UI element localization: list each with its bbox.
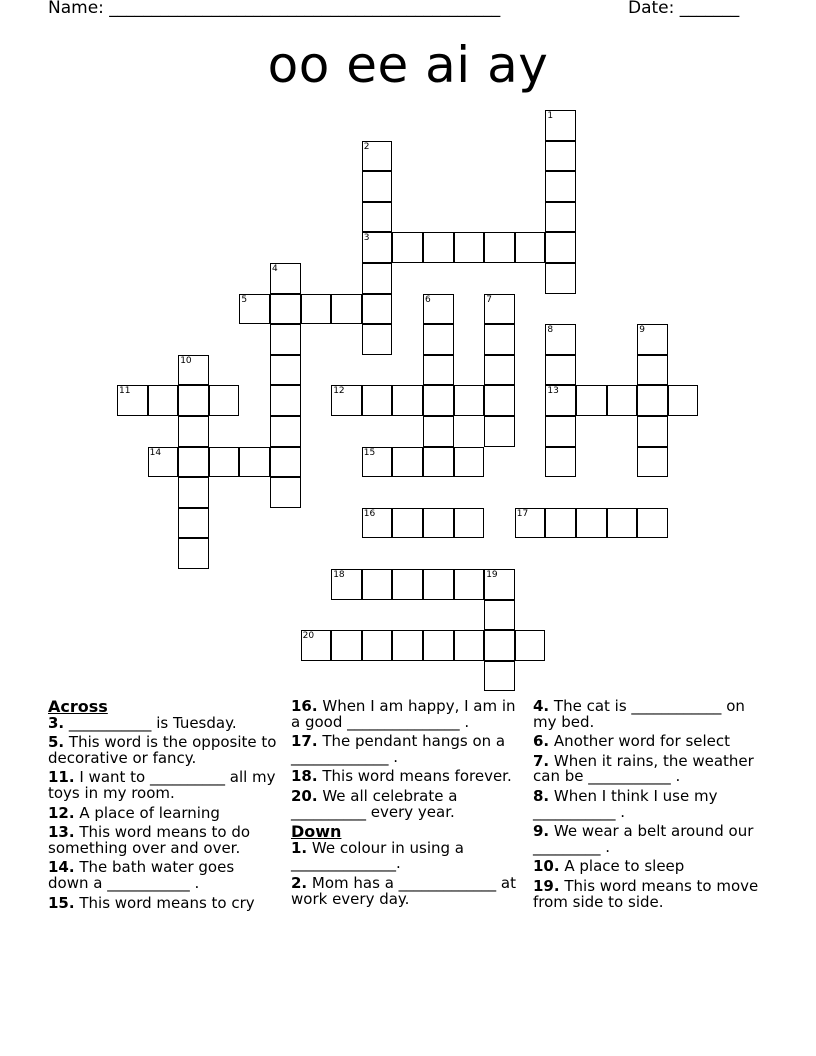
crossword-cell[interactable] — [576, 385, 607, 416]
clue-item — [291, 786, 521, 821]
crossword-cell[interactable] — [362, 569, 393, 600]
clue-item — [48, 860, 278, 891]
crossword-cell[interactable] — [270, 263, 301, 294]
clue-text: When I am happy, I am in a good _______________ . — [291, 697, 516, 731]
crossword-cell[interactable] — [484, 661, 515, 692]
crossword-cell[interactable] — [331, 385, 362, 416]
down-heading: Down — [291, 822, 342, 842]
crossword-cell[interactable] — [545, 385, 576, 416]
clue-text: A place of learning — [79, 803, 220, 822]
clue-item — [291, 769, 521, 785]
crossword-cell[interactable] — [362, 141, 393, 172]
clue-number: 12. — [48, 803, 75, 822]
clue-item — [48, 770, 278, 801]
clue-item — [48, 713, 278, 732]
clue-number: 20. — [291, 786, 318, 805]
clue-number: 11. — [48, 768, 75, 787]
clue-number: 18. — [291, 767, 318, 786]
crossword-cell[interactable] — [392, 508, 423, 539]
crossword-cell[interactable] — [454, 630, 485, 661]
clue-text: ___________ is Tuesday. — [68, 713, 237, 732]
crossword-cell[interactable] — [515, 630, 546, 661]
clue-item — [291, 699, 521, 730]
crossword-cell[interactable] — [515, 232, 546, 263]
clue-number: 19. — [533, 876, 560, 895]
clue-number-label: 18 — [333, 570, 345, 580]
clue-item — [291, 734, 521, 765]
clue-item — [48, 803, 278, 822]
clue-number-label: 6 — [425, 294, 431, 305]
crossword-cell[interactable] — [148, 385, 179, 416]
crossword-cell[interactable] — [178, 416, 209, 447]
clue-number: 10. — [533, 857, 560, 876]
crossword-cell[interactable] — [423, 294, 454, 325]
crossword-cell[interactable] — [392, 630, 423, 661]
crossword-cell[interactable] — [362, 294, 393, 325]
clue-text: Mom has a _____________ at work every day. — [291, 873, 517, 908]
crossword-cell[interactable] — [362, 263, 393, 294]
page-title: oo ee ai ay — [267, 36, 549, 94]
date-field[interactable]: Date: _______ — [628, 0, 740, 18]
clue-item — [48, 825, 278, 856]
crossword-cell[interactable] — [454, 447, 485, 478]
crossword-cell[interactable] — [301, 630, 332, 661]
crossword-cell[interactable] — [545, 355, 576, 386]
clue-number: 2. — [291, 873, 308, 892]
clue-item — [533, 734, 763, 750]
crossword-cell[interactable] — [239, 447, 270, 478]
crossword-cell[interactable] — [362, 171, 393, 202]
crossword-cell[interactable] — [423, 447, 454, 478]
clue-number-label: 5 — [241, 294, 248, 305]
crossword-cell[interactable] — [576, 508, 607, 539]
clue-item — [533, 859, 763, 875]
clue-item — [291, 873, 521, 908]
crossword-cell[interactable] — [270, 355, 301, 386]
clue-item — [533, 751, 763, 786]
crossword-cell[interactable] — [178, 447, 209, 478]
crossword-cell[interactable] — [454, 232, 485, 263]
crossword-cell[interactable] — [545, 324, 576, 355]
clue-number: 14. — [48, 858, 75, 877]
crossword-cell[interactable] — [423, 508, 454, 539]
crossword-cell[interactable] — [392, 385, 423, 416]
across-heading: Across — [48, 697, 108, 716]
clue-number: 1. — [291, 838, 308, 857]
crossword-cell[interactable] — [484, 600, 515, 631]
crossword-cell[interactable] — [331, 294, 362, 325]
clue-text: This word means to move from side to side. — [533, 876, 759, 911]
crossword-cell[interactable] — [545, 416, 576, 447]
clue-text: I want to __________ all my toys in my room. — [48, 768, 276, 802]
clue-number: 9. — [533, 822, 550, 841]
crossword-cell[interactable] — [423, 416, 454, 447]
clue-number-label: 8 — [547, 325, 554, 336]
clue-number: 8. — [533, 786, 550, 805]
crossword-cell[interactable] — [454, 508, 485, 539]
crossword-cell[interactable] — [484, 294, 515, 325]
clue-number-label: 10 — [180, 355, 192, 366]
clue-number-label: 13 — [547, 386, 559, 397]
clue-text: This word means to cry — [79, 893, 255, 912]
crossword-cell[interactable] — [301, 294, 332, 325]
clue-text: We all celebrate a __________ every year. — [291, 786, 458, 821]
crossword-cell[interactable] — [331, 569, 362, 600]
clue-number: 3. — [48, 713, 65, 732]
crossword-cell[interactable] — [637, 385, 668, 416]
crossword-cell[interactable] — [607, 385, 638, 416]
crossword-cell[interactable] — [545, 171, 576, 202]
clue-text: We colour in using a ______________. — [291, 838, 465, 873]
crossword-cell[interactable] — [637, 355, 668, 386]
crossword-cell[interactable] — [454, 385, 485, 416]
clue-item — [533, 824, 763, 855]
crossword-cell[interactable] — [392, 447, 423, 478]
crossword-cell[interactable] — [484, 385, 515, 416]
clue-number: 4. — [533, 697, 550, 715]
clue-number-label: 12 — [333, 386, 345, 397]
clue-item — [48, 735, 278, 766]
crossword-cell[interactable] — [545, 508, 576, 539]
crossword-cell[interactable] — [484, 569, 515, 600]
clue-number-label: 4 — [272, 264, 278, 274]
crossword-cell[interactable] — [637, 447, 668, 478]
clue-column-1 — [48, 699, 278, 915]
clue-text: The pendant hangs on a _____________ . — [291, 732, 506, 766]
crossword-cell[interactable] — [484, 630, 515, 661]
clue-text: The bath water goes down a ___________ . — [48, 858, 235, 892]
clue-text: We wear a belt around our _________ . — [533, 822, 754, 856]
crossword-cell[interactable] — [484, 232, 515, 263]
clue-number: 16. — [291, 697, 318, 715]
crossword-cell[interactable] — [423, 630, 454, 661]
crossword-cell[interactable] — [423, 569, 454, 600]
clue-text: When I think I use my ___________ . — [533, 786, 718, 821]
clue-text: When it rains, the weather can be ___________ . — [533, 751, 754, 786]
crossword-cell[interactable] — [484, 324, 515, 355]
crossword-cell[interactable] — [637, 416, 668, 447]
crossword-cell[interactable] — [545, 110, 576, 141]
crossword-cell[interactable] — [117, 385, 148, 416]
crossword-cell[interactable] — [331, 630, 362, 661]
clue-text: Another word for select — [553, 732, 731, 751]
crossword-cell[interactable] — [178, 477, 209, 508]
clue-number-label: 14 — [149, 447, 162, 458]
crossword-cell[interactable] — [362, 324, 393, 355]
crossword-cell[interactable] — [392, 232, 423, 263]
clue-number-label: 11 — [119, 386, 131, 397]
crossword-cell[interactable] — [545, 202, 576, 233]
clue-item — [291, 838, 521, 873]
crossword-cell[interactable] — [362, 447, 393, 478]
crossword-cell[interactable] — [209, 385, 240, 416]
clue-column-2 — [291, 699, 521, 911]
crossword-cell[interactable] — [270, 416, 301, 447]
crossword-cell[interactable] — [484, 355, 515, 386]
clue-number-label: 15 — [363, 447, 376, 458]
crossword-cell[interactable] — [545, 141, 576, 172]
crossword-cell[interactable] — [362, 202, 393, 233]
crossword-cell[interactable] — [362, 630, 393, 661]
crossword-cell[interactable] — [423, 385, 454, 416]
clue-text: This word means forever. — [322, 767, 512, 786]
clue-number-label: 2 — [363, 141, 370, 152]
crossword-cell[interactable] — [454, 569, 485, 600]
clue-number: 13. — [48, 823, 75, 842]
crossword-cell[interactable] — [607, 508, 638, 539]
clue-number-label: 7 — [486, 294, 492, 305]
crossword-cell[interactable] — [423, 324, 454, 355]
crossword-cell[interactable] — [545, 447, 576, 478]
clue-number: 15. — [48, 893, 75, 912]
crossword-cell[interactable] — [545, 232, 576, 263]
clue-number-label: 17 — [516, 508, 529, 519]
clue-item — [533, 876, 763, 911]
clue-column-3 — [533, 699, 763, 914]
crossword-cell[interactable] — [515, 508, 546, 539]
crossword-cell[interactable] — [545, 263, 576, 294]
clue-number: 6. — [533, 732, 550, 751]
clue-item — [533, 786, 763, 821]
clue-text: This word means to do something over and over. — [48, 823, 251, 857]
crossword-cell[interactable] — [270, 294, 301, 325]
crossword-cell[interactable] — [423, 232, 454, 263]
clue-number-label: 3 — [363, 233, 370, 244]
crossword-cell[interactable] — [362, 508, 393, 539]
crossword-cell[interactable] — [239, 294, 270, 325]
crossword-cell[interactable] — [484, 416, 515, 447]
clue-number-label: 19 — [486, 570, 498, 580]
clue-text: A place to sleep — [564, 857, 685, 876]
clue-number-label: 1 — [547, 111, 554, 121]
crossword-cell[interactable] — [637, 508, 668, 539]
crossword-cell[interactable] — [362, 232, 393, 263]
name-field[interactable]: Name: ______________________________________________ — [48, 0, 501, 18]
clue-item — [48, 893, 278, 912]
crossword-cell[interactable] — [178, 538, 209, 569]
crossword-cell[interactable] — [637, 324, 668, 355]
crossword-cell[interactable] — [178, 508, 209, 539]
clue-text: This word is the opposite to decorative or fancy. — [48, 733, 277, 767]
clue-text: The cat is ____________ on my bed. — [533, 697, 745, 731]
crossword-cell[interactable] — [270, 477, 301, 508]
crossword-cell[interactable] — [392, 569, 423, 600]
crossword-cell[interactable] — [209, 447, 240, 478]
clue-number: 5. — [48, 733, 65, 752]
clue-item — [533, 699, 763, 730]
clue-number-label: 16 — [363, 508, 376, 519]
crossword-cell[interactable] — [148, 447, 179, 478]
crossword-cell[interactable] — [270, 385, 301, 416]
crossword-cell[interactable] — [362, 385, 393, 416]
clue-number-label: 9 — [639, 325, 645, 336]
clue-number: 17. — [291, 732, 318, 751]
crossword-cell[interactable] — [270, 447, 301, 478]
crossword-cell[interactable] — [668, 385, 699, 416]
clue-number-label: 20 — [302, 631, 315, 642]
crossword-cell[interactable] — [270, 324, 301, 355]
clue-number: 7. — [533, 751, 550, 770]
crossword-cell[interactable] — [178, 385, 209, 416]
crossword-cell[interactable] — [423, 355, 454, 386]
crossword-cell[interactable] — [178, 355, 209, 386]
